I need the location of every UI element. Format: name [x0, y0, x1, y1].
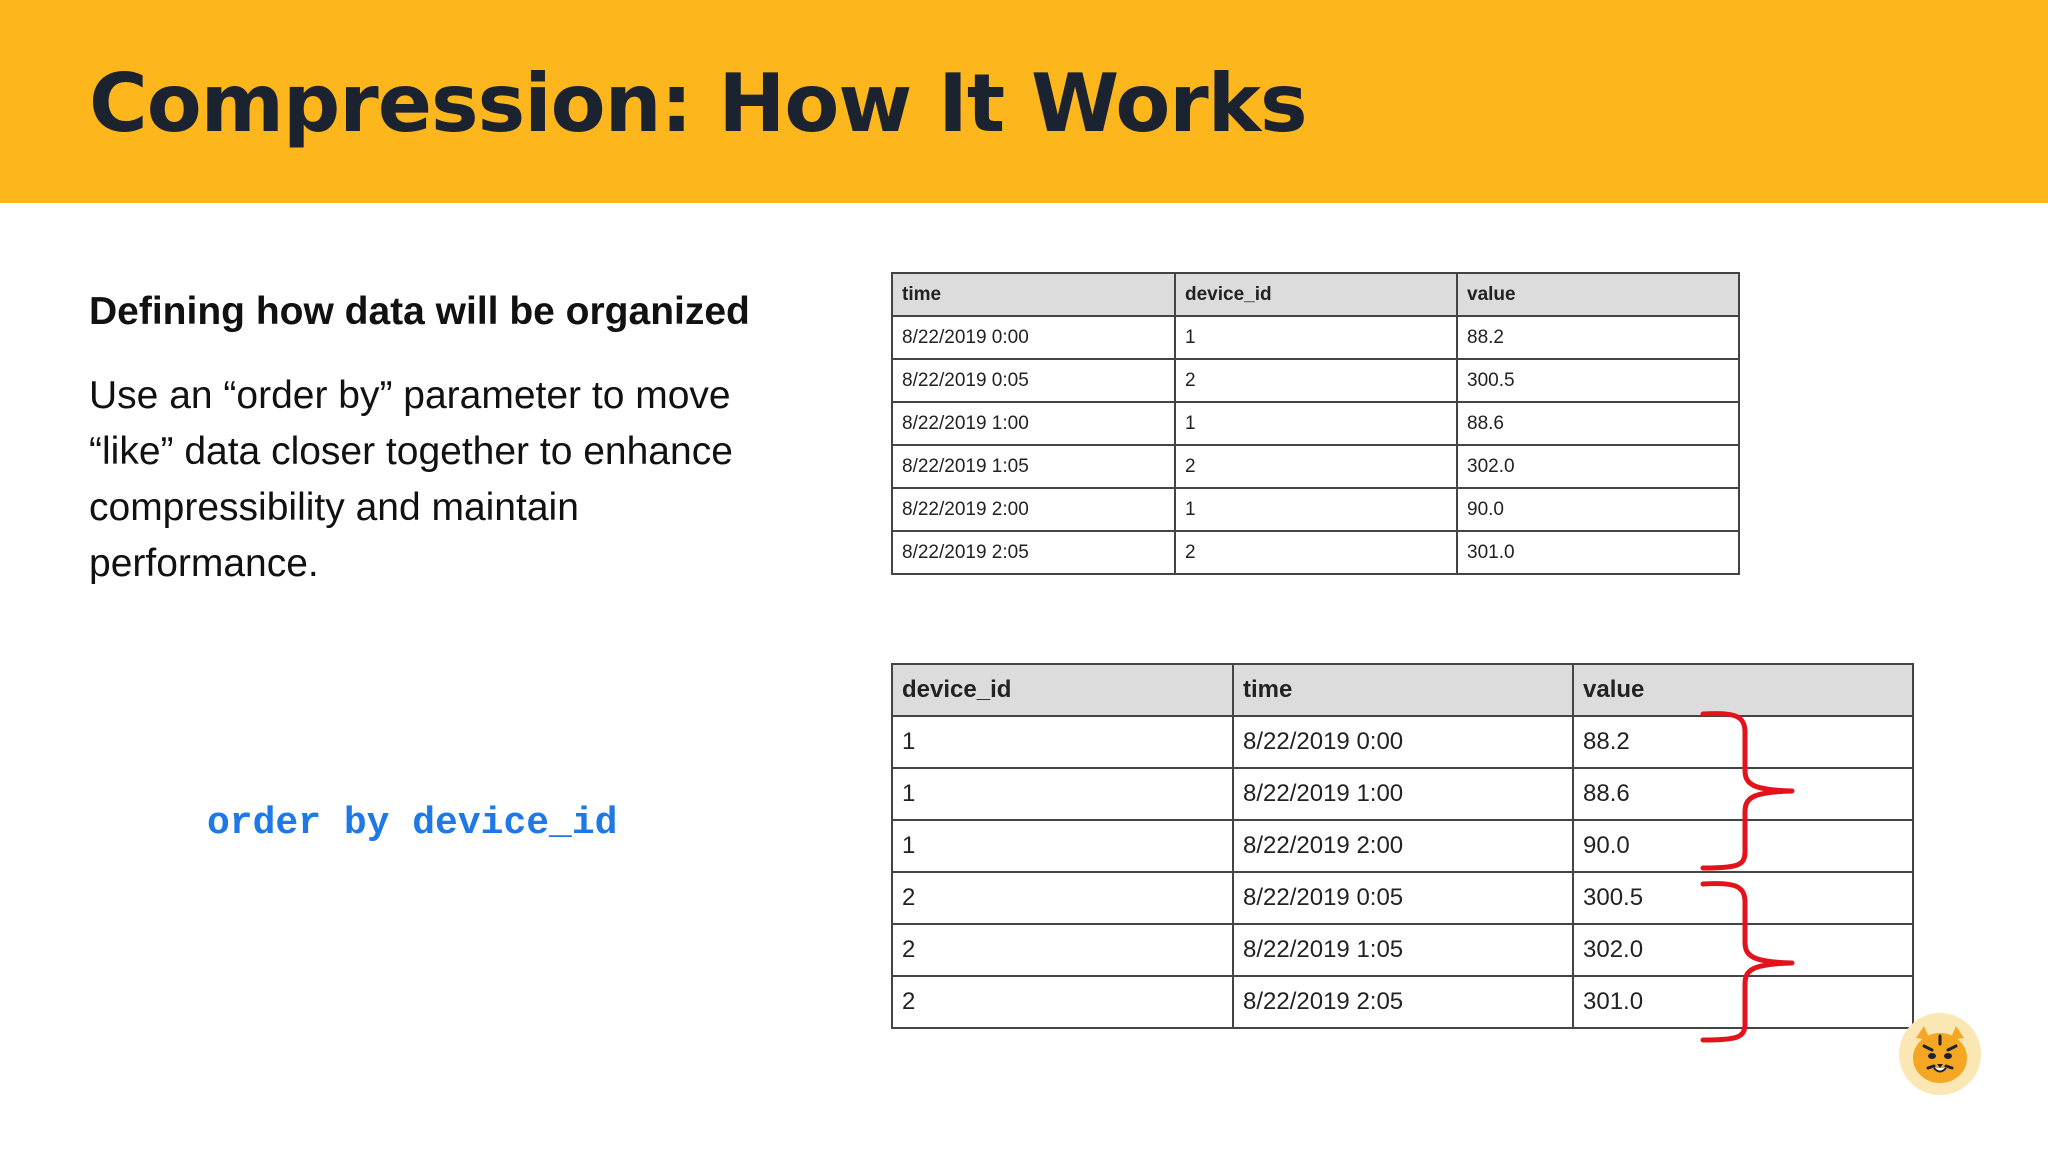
cell-value: 302.0 — [1457, 445, 1739, 488]
header-value: value — [1573, 664, 1913, 716]
header-device-id: device_id — [892, 664, 1233, 716]
table-row — [892, 976, 1913, 1028]
cell-time: 8/22/2019 1:00 — [1233, 768, 1573, 820]
cell-time: 8/22/2019 2:05 — [892, 531, 1175, 574]
cell-value: 88.6 — [1457, 402, 1739, 445]
tiger-logo-icon — [1898, 1012, 1982, 1096]
cell-device-id: 1 — [892, 716, 1233, 768]
table-row — [892, 716, 1913, 768]
cell-time: 8/22/2019 0:00 — [892, 316, 1175, 359]
header-time: time — [892, 273, 1175, 316]
cell-value: 300.5 — [1573, 872, 1913, 924]
cell-device-id: 2 — [1175, 445, 1457, 488]
cell-device-id: 1 — [1175, 402, 1457, 445]
header-time: time — [1233, 664, 1573, 716]
cell-device-id: 1 — [1175, 488, 1457, 531]
table-row — [892, 445, 1739, 488]
cell-value: 300.5 — [1457, 359, 1739, 402]
table-row — [892, 488, 1739, 531]
cell-time: 8/22/2019 0:00 — [1233, 716, 1573, 768]
cell-device-id: 1 — [892, 768, 1233, 820]
table-row — [892, 768, 1913, 820]
cell-device-id: 2 — [1175, 359, 1457, 402]
cell-device-id: 1 — [892, 820, 1233, 872]
table-row — [892, 359, 1739, 402]
table-row — [892, 531, 1739, 574]
slide-body-text: Use an “order by” parameter to move “like” data closer together to enhance compressibility and maintain performance. — [89, 374, 733, 585]
cell-time: 8/22/2019 0:05 — [892, 359, 1175, 402]
cell-value: 90.0 — [1457, 488, 1739, 531]
cell-value: 90.0 — [1573, 820, 1913, 872]
cell-device-id: 2 — [892, 924, 1233, 976]
cell-device-id: 2 — [892, 872, 1233, 924]
cell-value: 88.6 — [1573, 768, 1913, 820]
slide-title: Compression: How It Works — [89, 57, 1307, 150]
cell-device-id: 1 — [1175, 316, 1457, 359]
header-device-id: device_id — [1175, 273, 1457, 316]
table-header-row — [892, 664, 1913, 716]
cell-time: 8/22/2019 1:00 — [892, 402, 1175, 445]
table-unordered — [891, 272, 1740, 575]
cell-value: 88.2 — [1457, 316, 1739, 359]
cell-value: 301.0 — [1573, 976, 1913, 1028]
slide-subtitle: Defining how data will be organized — [89, 290, 750, 333]
header-value: value — [1457, 273, 1739, 316]
cell-value: 301.0 — [1457, 531, 1739, 574]
cell-time: 8/22/2019 2:05 — [1233, 976, 1573, 1028]
order-by-code: order by device_id — [207, 802, 618, 845]
cell-value: 302.0 — [1573, 924, 1913, 976]
cell-device-id: 2 — [1175, 531, 1457, 574]
title-bar — [0, 0, 2048, 203]
table-row — [892, 872, 1913, 924]
cell-value: 88.2 — [1573, 716, 1913, 768]
table-row — [892, 924, 1913, 976]
cell-time: 8/22/2019 1:05 — [892, 445, 1175, 488]
table-row — [892, 820, 1913, 872]
cell-time: 8/22/2019 1:05 — [1233, 924, 1573, 976]
cell-time: 8/22/2019 2:00 — [1233, 820, 1573, 872]
table-ordered — [891, 663, 1914, 1029]
table-header-row — [892, 273, 1739, 316]
cell-time: 8/22/2019 2:00 — [892, 488, 1175, 531]
table-row — [892, 316, 1739, 359]
table-row — [892, 402, 1739, 445]
cell-device-id: 2 — [892, 976, 1233, 1028]
cell-time: 8/22/2019 0:05 — [1233, 872, 1573, 924]
